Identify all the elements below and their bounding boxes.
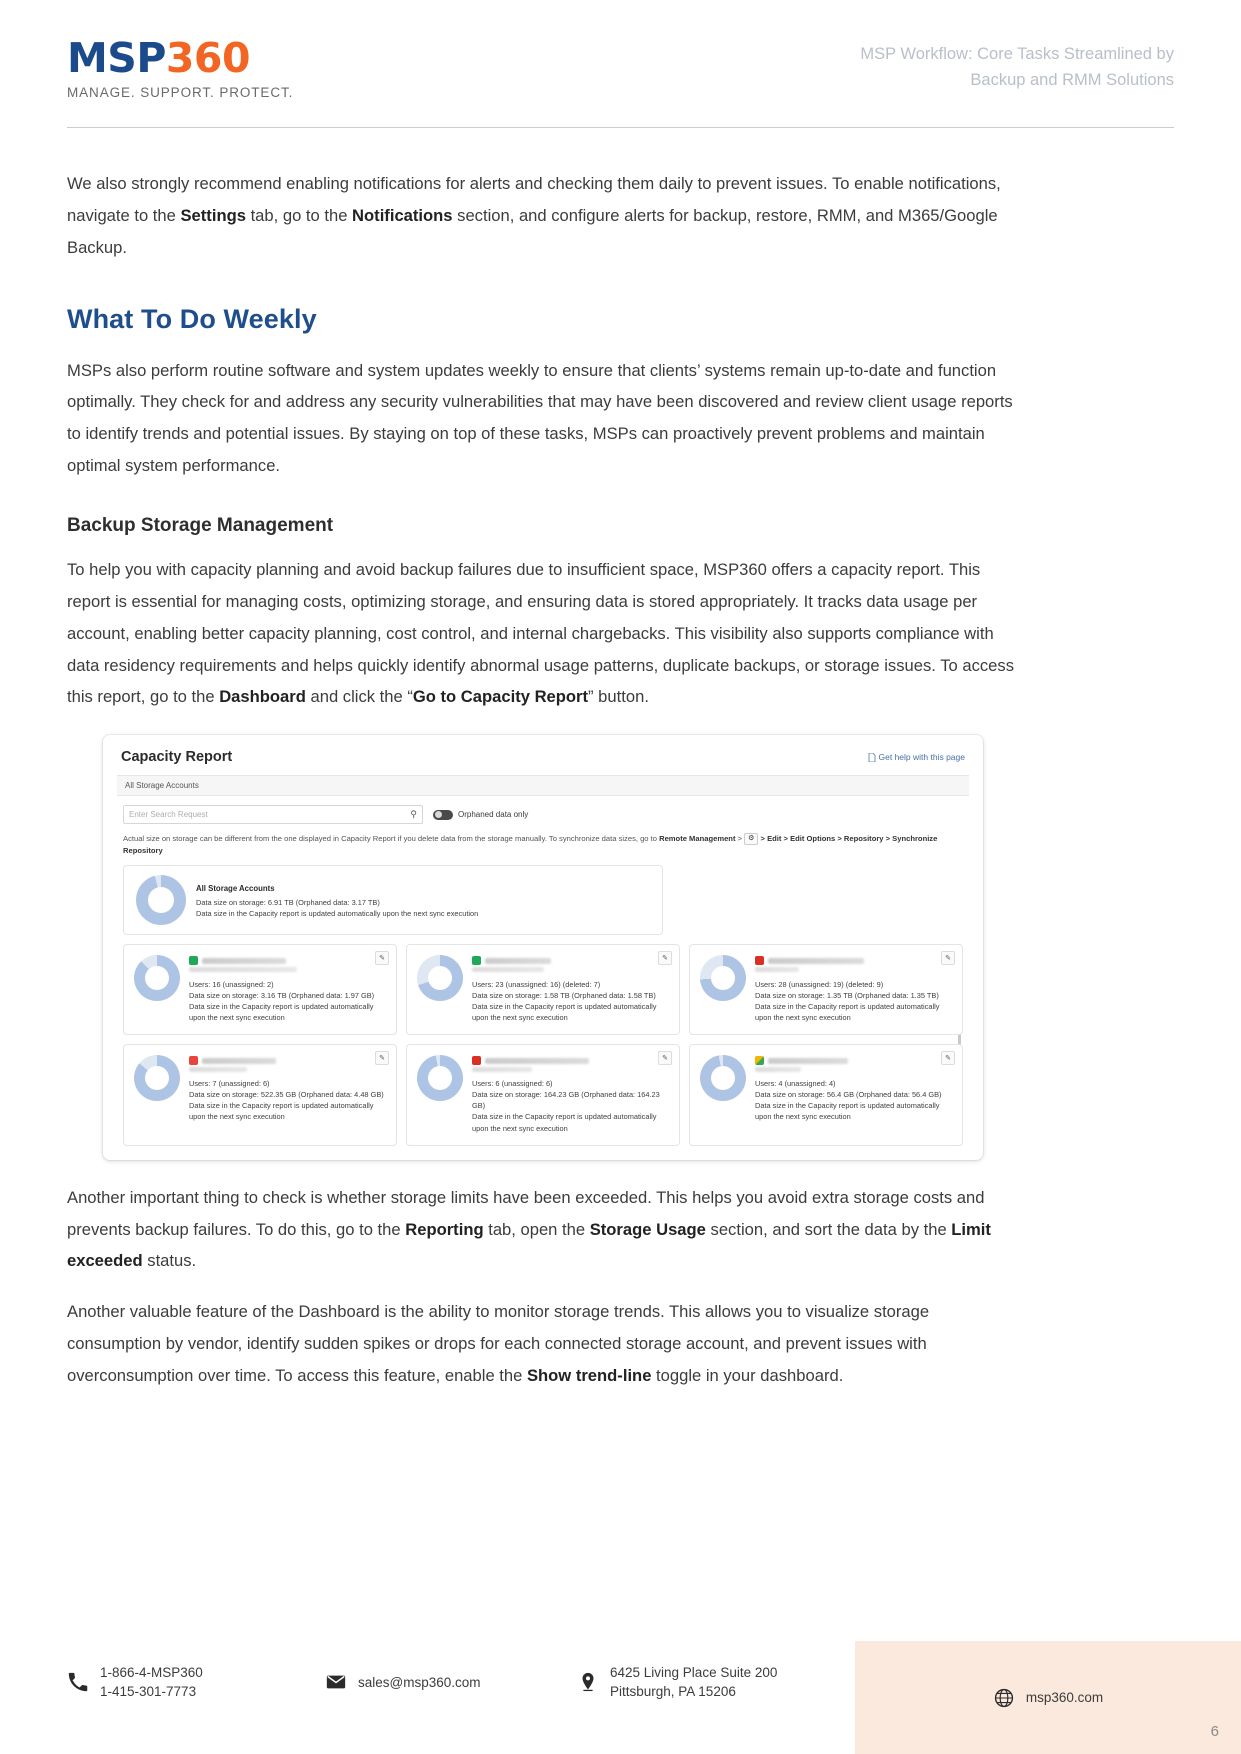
storage-account-card[interactable]	[123, 1044, 397, 1146]
account-size: Data size on storage: 164.23 GB (Orphaned data: 164.23 GB)	[472, 1090, 660, 1111]
search-input[interactable]	[123, 805, 423, 824]
storage-account-card[interactable]	[406, 944, 680, 1035]
page-footer	[67, 1663, 1174, 1705]
provider-icon	[472, 956, 481, 965]
provider-icon	[755, 1056, 764, 1065]
account-name-redacted	[485, 958, 551, 964]
account-title-row	[755, 1056, 952, 1065]
account-users: Users: 7 (unassigned: 6)	[189, 1079, 270, 1089]
provider-icon	[189, 1056, 198, 1065]
account-card-body	[472, 955, 669, 1023]
account-sync: Data size in the Capacity report is updated automatically upon the next sync execution	[472, 1112, 657, 1133]
running-title-line-2: Backup and RMM Solutions	[970, 70, 1174, 89]
logo-tagline: MANAGE. SUPPORT. PROTECT.	[67, 85, 294, 100]
account-card-body	[189, 1055, 386, 1123]
account-donut-chart	[417, 955, 463, 1001]
paragraph-storage-trends	[67, 1296, 1019, 1392]
account-sync: Data size in the Capacity report is updated automatically upon the next sync execution	[189, 1001, 374, 1022]
account-card-body	[189, 955, 386, 1023]
orphaned-data-toggle[interactable]	[433, 810, 528, 820]
footer-phone	[67, 1663, 325, 1702]
edit-icon[interactable]: ✎	[658, 951, 672, 965]
text-run: section, and sort the data by the	[705, 1219, 952, 1239]
account-sub-redacted	[755, 1067, 801, 1072]
storage-account-card[interactable]	[689, 1044, 963, 1146]
summary-card-sync: Data size in the Capacity report is updated automatically upon the next sync execution	[196, 908, 479, 918]
account-users: Users: 4 (unassigned: 4)	[755, 1079, 836, 1089]
account-title-row	[755, 956, 952, 965]
get-help-link[interactable]	[868, 752, 965, 762]
text-run: and click the “	[305, 687, 413, 707]
account-name-redacted	[202, 958, 286, 964]
footer-phone-lines	[100, 1663, 203, 1702]
paragraph-capacity-report	[67, 554, 1019, 713]
account-sub-redacted	[472, 967, 544, 972]
page-number: 6	[1210, 1723, 1219, 1740]
paragraph-notifications	[67, 168, 1019, 264]
storage-account-cards-grid	[123, 944, 963, 1145]
text-run: ” button.	[588, 687, 649, 707]
text-run: Actual size on storage can be different from the one displayed in Capacity Report if you delete data from the storage manually. To synchronize data sizes, go to	[123, 834, 660, 844]
bold-notifications: Notifications	[352, 205, 453, 225]
account-donut-chart	[417, 1055, 463, 1101]
all-storage-accounts-summary-card	[123, 865, 663, 935]
account-card-body	[755, 1055, 952, 1123]
footer-phone-1: 1-866-4-MSP360	[100, 1664, 203, 1680]
account-card-body	[472, 1055, 669, 1134]
bold-dashboard: Dashboard	[219, 687, 306, 707]
account-sync: Data size in the Capacity report is updated automatically upon the next sync execution	[472, 1001, 657, 1022]
account-size: Data size on storage: 56.4 GB (Orphaned data: 56.4 GB)	[755, 1090, 942, 1100]
account-name-redacted	[485, 1058, 589, 1064]
footer-phone-2: 1-415-301-7773	[100, 1684, 197, 1700]
account-donut-chart	[134, 1055, 180, 1101]
account-users: Users: 28 (unassigned: 19) (deleted: 9)	[755, 979, 884, 989]
bold-show-trend-line: Show trend-line	[526, 1365, 652, 1385]
paragraph-storage-limits	[67, 1182, 1019, 1278]
account-donut-chart	[700, 955, 746, 1001]
account-sub-redacted	[755, 967, 799, 972]
text-run: We also strongly recommend enabling notifications for alerts and checking them daily to prevent issues. To enable notifications, navigate to the	[67, 174, 1001, 225]
logo-wordmark	[67, 34, 293, 82]
footer-address	[577, 1663, 845, 1702]
account-sub-redacted	[472, 1067, 532, 1072]
account-title-row	[472, 956, 669, 965]
text-run: Another important thing to check is whether storage limits have been exceeded. This helps you avoid extra storage costs and prevents backup failures. To do this, go to the	[67, 1187, 985, 1239]
search-placeholder: Enter Search Request	[129, 810, 208, 820]
phone-icon	[67, 1671, 89, 1693]
edit-icon[interactable]: ✎	[658, 1051, 672, 1065]
bold-settings: Settings	[180, 205, 246, 225]
footer-email-address[interactable]: sales@msp360.com	[358, 1674, 481, 1690]
footer-website-badge[interactable]	[855, 1641, 1241, 1754]
provider-icon	[755, 956, 764, 965]
account-users: Users: 23 (unassigned: 16) (deleted: 7)	[472, 979, 601, 989]
paragraph-weekly: MSPs also perform routine software and system updates weekly to ensure that clients’ systems remain up-to-date and function optimally. They check for and address any security vulnerabilities that may have been discovered and review client usage reports to identify trends and potential issues. By staying on top of these tasks, MSPs can proactively prevent problems and maintain optimal system performance.	[67, 360, 1013, 476]
account-users: Users: 16 (unassigned: 2)	[189, 979, 274, 989]
heading-what-to-do-weekly: What To Do Weekly	[67, 303, 317, 334]
account-size: Data size on storage: 1.58 TB (Orphaned data: 1.58 TB)	[472, 990, 656, 1000]
account-size: Data size on storage: 1.35 TB (Orphaned data: 1.35 TB)	[755, 990, 939, 1000]
account-name-redacted	[202, 1058, 276, 1064]
panel-title: Capacity Report	[121, 749, 233, 766]
bold-go-to-capacity-report: Go to Capacity Report	[412, 687, 589, 707]
heading-backup-storage-management: Backup Storage Management	[67, 515, 334, 537]
bold-reporting: Reporting	[405, 1219, 484, 1239]
footer-website-url: msp360.com	[1025, 1690, 1104, 1705]
location-pin-icon	[577, 1671, 599, 1693]
summary-card-size: Data size on storage: 6.91 TB (Orphaned data: 3.17 TB)	[196, 897, 380, 907]
bold-sync-path: > Edit > Edit Options > Repository > Synchronize Repository	[123, 834, 938, 856]
account-name-redacted	[768, 1058, 848, 1064]
account-title-row	[189, 1056, 386, 1065]
storage-account-card[interactable]	[406, 1044, 680, 1146]
text-run: tab, go to the	[245, 205, 353, 225]
footer-address-lines	[610, 1663, 777, 1702]
account-name-redacted	[768, 958, 864, 964]
storage-account-card[interactable]	[123, 944, 397, 1035]
account-size: Data size on storage: 522.35 GB (Orphaned data: 4.48 GB)	[189, 1090, 384, 1100]
account-title-row	[189, 956, 386, 965]
bold-remote-management: Remote Management	[659, 834, 736, 844]
provider-icon	[189, 956, 198, 965]
provider-icon	[472, 1056, 481, 1065]
panel-titlebar	[117, 747, 969, 775]
text-run: Another valuable feature of the Dashboard is the ability to monitor storage trends. This allows you to visualize storage consumption by vendor, identify sudden spikes or drops for each connected storage account, and prevent issues with overconsumption over time. To access this feature, enable the	[67, 1302, 930, 1385]
page-header	[67, 34, 1174, 126]
text-run: tab, open the	[483, 1219, 590, 1239]
document-running-title	[860, 34, 1174, 93]
account-sub-redacted	[189, 967, 297, 972]
account-sub-redacted	[189, 1067, 247, 1072]
header-divider	[67, 127, 1174, 128]
edit-icon[interactable]: ✎	[375, 1051, 389, 1065]
running-title-line-1: MSP Workflow: Core Tasks Streamlined by	[860, 45, 1174, 63]
globe-icon	[993, 1687, 1015, 1709]
logo-text-msp: MSP	[67, 34, 166, 82]
account-title-row	[472, 1056, 669, 1065]
account-size: Data size on storage: 3.16 TB (Orphaned data: 1.97 GB)	[189, 990, 375, 1000]
footer-address-2: Pittsburgh, PA 15206	[610, 1684, 736, 1700]
account-card-body	[755, 955, 952, 1023]
account-sync: Data size in the Capacity report is updated automatically upon the next sync execution	[189, 1101, 374, 1122]
search-icon: ⚲	[410, 809, 417, 820]
brand-logo	[67, 34, 293, 100]
summary-donut-chart	[136, 875, 186, 925]
get-help-label: Get help with this page	[878, 752, 965, 763]
edit-icon[interactable]: ✎	[375, 951, 389, 965]
gear-icon: ⚙	[744, 833, 758, 845]
edit-icon[interactable]: ✎	[941, 1051, 955, 1065]
account-sync: Data size in the Capacity report is updated automatically upon the next sync execution	[755, 1001, 940, 1022]
storage-accounts-tab[interactable]	[117, 775, 969, 796]
document-help-icon	[868, 753, 876, 762]
panel-toolbar	[117, 796, 969, 831]
summary-card-body	[196, 882, 478, 919]
storage-accounts-tab-label: All Storage Accounts	[125, 781, 199, 791]
text-run: >	[735, 834, 745, 844]
account-donut-chart	[134, 955, 180, 1001]
account-donut-chart	[700, 1055, 746, 1101]
storage-account-card[interactable]	[689, 944, 963, 1035]
summary-card-title: All Storage Accounts	[196, 884, 275, 893]
edit-icon[interactable]: ✎	[941, 951, 955, 965]
text-run: toggle in your dashboard.	[651, 1365, 844, 1385]
bold-limit-exceeded: Limit exceeded	[67, 1219, 991, 1271]
text-run: status.	[142, 1251, 197, 1271]
envelope-icon	[325, 1671, 347, 1693]
footer-email	[325, 1671, 577, 1693]
text-run: section, and configure alerts for backup, restore, RMM, and M365/Google Backup.	[67, 205, 998, 257]
account-sync: Data size in the Capacity report is updated automatically upon the next sync execution	[755, 1101, 940, 1122]
text-run: To help you with capacity planning and avoid backup failures due to insufficient space, MSP360 offers a capacity report. This report is essential for managing costs, optimizing storage, and ensuring data is stored appropriately. It tracks data usage per account, enabling better capacity planning, cost control, and internal chargebacks. This visibility also supports compliance with data residency requirements and helps quickly identify abnormal usage patterns, duplicate backups, or storage issues. To access this report, go to the	[67, 560, 1014, 707]
logo-text-360: 360	[165, 34, 250, 82]
account-users: Users: 6 (unassigned: 6)	[472, 1079, 553, 1089]
document-body	[67, 168, 1019, 1411]
capacity-report-screenshot	[67, 735, 1019, 1159]
bold-storage-usage: Storage Usage	[589, 1219, 706, 1239]
capacity-report-panel	[103, 735, 983, 1159]
sync-info-note	[117, 831, 969, 865]
toggle-switch[interactable]	[433, 810, 453, 820]
footer-address-1: 6425 Living Place Suite 200	[610, 1664, 778, 1680]
orphaned-data-toggle-label: Orphaned data only	[458, 810, 529, 820]
